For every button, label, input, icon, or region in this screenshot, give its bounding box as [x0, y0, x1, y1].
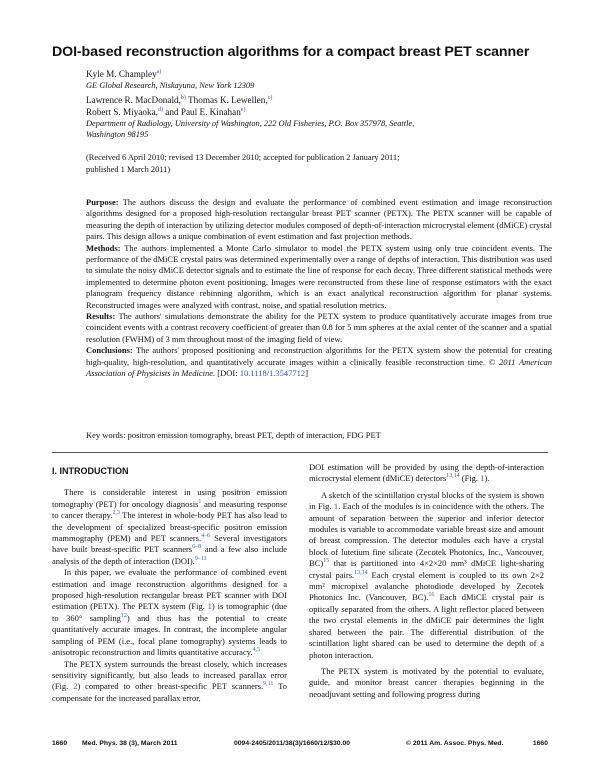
keywords — [86, 430, 556, 440]
intro-paragraph-1 — [52, 487, 287, 567]
abstract-conclusions-text: The authors' proposed positioning and reconstruction algorithms for the PETX system show the potential for creating high-quality, high-resolution, and quantitatively accurate images within a clinically feasible reconstruction time. — [86, 345, 552, 367]
text-run: In this paper, we evaluate the performance of combined event estimation and image reconstruction algorithms designed for a proposed high-resolution rectangular breast PET scanner with DOI estimation (PETX). The PETX system (Fig. — [52, 567, 287, 612]
abstract-methods — [86, 243, 552, 311]
right-paragraph-1 — [309, 462, 544, 485]
author-footnote-ref[interactable]: a) — [156, 68, 162, 75]
text-run: Each dMiCE crystal pair is optically separated from the others. A light reflector placed between the two crystal elements in the dMiCE pair determines the light shared between the pair. The differential distribution of the scintillation light shared can be used to determine the depth of a photon interaction. — [309, 592, 545, 660]
abstract-results-label: Results: — [86, 311, 116, 322]
author-line-3 — [86, 106, 556, 118]
doi-prefix: [DOI: — [217, 368, 238, 379]
abstract — [86, 197, 552, 380]
left-column — [52, 466, 287, 704]
text-run: and a few also include analysis of the depth of interaction (DOI). — [52, 544, 287, 566]
doi-link[interactable]: 10.1118/1.3547712 — [239, 368, 306, 379]
text-run: ) is tomographic (due to 360° sampling — [52, 601, 287, 623]
citation-ref[interactable]: 4,5 — [252, 647, 261, 654]
citation-ref[interactable]: 9,11 — [263, 681, 274, 688]
abstract-methods-text: The authors implemented a Monte Carlo simulator to model the PETX system using only true coincident events. The performance of the dMiCE crystal pairs was determined experimentally over a range of depths of interaction. This distribution was used to simulate the noisy dMiCE detector signals and to estimate the line of response for each decay. Three different statistical methods were implemented to determine photon event positioning. Images were reconstructed from these line of response estimators with the exact planogram frequency distance rebinning algorithm, which is an exact analytical reconstruction algorithm for planar systems. Reconstructed images were analyzed with contrast, noise, and spatial resolution metrics. — [86, 242, 552, 310]
citation-ref[interactable]: 13,14 — [446, 473, 460, 480]
text-run: To compensate for the increased parallax error, — [52, 681, 287, 703]
abstract-purpose — [86, 197, 552, 243]
footer-issn: 0094-2405/2011/38(3)/1660/12/$30.00 — [234, 740, 351, 747]
text-run: There is considerable interest in using positron emission tomography (PET) for oncology diagnosis — [52, 487, 287, 509]
footer-journal: Med. Phys. 38 (3), March 2011 — [82, 740, 178, 747]
text-run: The PETX system surrounds the breast closely, which increases sensitivity significantly, but also leads to increased parallax error (Fig. — [52, 658, 287, 692]
text-run: ) and thus has the potential to create quantitatively accurate images. In contrast, the incomplete angular sampling of PEM (i.e., focal plane tomography) systems leads to anisotropic reconstruction and limits quantitative accuracy. — [52, 612, 287, 658]
author-line-2 — [86, 94, 556, 106]
keywords-text: positron emission tomography, breast PET, depth of interaction, FDG PET — [127, 430, 381, 440]
text-run: Several investigators have built breast-specific PET scanners — [52, 533, 287, 555]
received-dates — [86, 152, 556, 175]
abstract-methods-label: Methods: — [86, 242, 121, 253]
text-run: . Each of the modules is in coincidence with the others. The amount of separation between the superior and inferior detector modules is variable to accommodate variable breast size and amount of breast compression. The detector modules each have a crystal block of lutetium fine silicate (Zecotek Photonics, Inc., Vancouver, BC) — [309, 501, 544, 569]
section-heading: I. INTRODUCTION — [52, 466, 129, 476]
text-run: ). — [484, 473, 490, 484]
footer-copyright: © 2011 Am. Assoc. Phys. Med. — [406, 740, 504, 747]
citation-ref[interactable]: 13,14 — [354, 569, 368, 576]
text-run: A sketch of the scintillation crystal blocks of the system is shown in Fig. — [309, 489, 544, 512]
author-name: Kyle M. Champley — [86, 69, 157, 79]
intro-paragraph-2 — [52, 567, 287, 658]
right-column — [309, 462, 544, 700]
abstract-results-text: The authors' simulations demonstrate the ability for the PETX system to produce quantitatively accurate images from true coincident events with a contrast recovery coefficient of greater than 0.8 for 5 mm spheres at the axial center of the scanner and a spatial resolution (FWHM) of 3 mm throughout most of the imaging field of view. — [86, 311, 552, 344]
text-run: Each crystal element is coupled to its own 2×2 mm² micropixel avalanche photodiode developed by Zecotek Photonics Inc. (Vancouver, BC). — [309, 569, 544, 603]
citation-ref[interactable]: 15 — [323, 558, 330, 565]
author-name: and Paul E. Kinahan — [165, 107, 241, 117]
author-footnote-ref[interactable]: d) — [157, 106, 163, 113]
received-line-2: published 1 March 2011) — [86, 164, 171, 174]
affiliation-1: GE Global Research, Niskayuna, New York 12309 — [86, 81, 255, 90]
author-name: Thomas K. Lewellen, — [188, 95, 268, 105]
abstract-purpose-text: The authors discuss the design and evaluate the performance of combined event estimation and image reconstruction algorithms designed for a proposed high-resolution rectangular breast PET scanner (PETX). The PETX scanner will be capable of measuring the depth of interaction by utilizing detector modules composed of depth-of-interaction microcrystal element (dMiCE) crystal pairs. This design allows a unique combination of event estimation and fast projection methods. — [86, 197, 552, 242]
author-line-1 — [86, 68, 556, 80]
citation-ref[interactable]: 16 — [428, 592, 435, 599]
author-footnote-ref[interactable]: c) — [267, 94, 273, 101]
right-paragraph-2 — [309, 490, 544, 661]
text-run: ) compared to other breast-specific PET scanners. — [77, 681, 264, 692]
page-footer — [52, 740, 548, 754]
citation-ref[interactable]: 2,3 — [112, 510, 120, 517]
figure-ref[interactable]: 1 — [480, 473, 485, 484]
abstract-results — [86, 311, 552, 345]
author-footnote-ref[interactable]: e) — [240, 106, 246, 113]
text-run: that is partitioned into 4×2×20 mm³ dMiCE light-sharing crystal pairs. — [309, 558, 544, 580]
citation-ref[interactable]: 6–8 — [192, 544, 202, 551]
text-run: The interest in whole-body PET has also lead to the development of specialized breast-specific positron emission mammography (PEM) and PET scanners. — [52, 510, 287, 544]
figure-ref[interactable]: 1 — [333, 501, 339, 512]
citation-ref[interactable]: 1 — [198, 498, 202, 505]
intro-paragraph-3 — [52, 659, 287, 705]
abstract-conclusions-label: Conclusions: — [86, 345, 133, 356]
affiliation-2-line-1: Department of Radiology, University of Washington, 222 Old Fisheries, P.O. Box 357978, Seattle, — [86, 119, 415, 128]
abstract-conclusions — [86, 345, 552, 379]
author-footnote-ref[interactable]: b) — [180, 94, 186, 101]
text-run: DOI estimation will be provided by using the depth-of-interaction microcrystal element (dMiCE) detectors — [309, 462, 544, 484]
author-block-2 — [86, 94, 556, 140]
received-line-1: (Received 6 April 2010; revised 13 December 2010; accepted for publication 2 January 2011; — [86, 153, 400, 162]
section-divider — [52, 452, 548, 453]
citation-ref[interactable]: 9–11 — [194, 556, 207, 563]
abstract-copyright: © 2011 American Association of Physicists in Medicine. — [86, 356, 552, 379]
author-block-1 — [86, 68, 556, 91]
citation-ref[interactable]: 4–6 — [201, 533, 211, 540]
article-title: DOI-based reconstruction algorithms for a compact breast PET scanner — [52, 44, 530, 60]
keywords-label: Key words: — [86, 430, 126, 440]
citation-ref[interactable]: 12 — [120, 613, 127, 620]
figure-ref[interactable]: 1 — [207, 601, 212, 612]
affiliation-2-line-2: Washington 98195 — [86, 130, 149, 139]
figure-ref[interactable]: 2 — [73, 681, 78, 692]
text-run: (Fig. — [459, 473, 481, 484]
footer-page-left: 1660 — [52, 740, 68, 747]
author-name: Lawrence R. MacDonald, — [86, 95, 181, 105]
footer-page-right: 1660 — [532, 740, 548, 747]
doi-suffix: ] — [305, 368, 309, 379]
right-paragraph-3: The PETX system is motivated by the potential to evaluate, guide, and monitor breast cancer therapies beginning in the neoadjuvant setting and following progress during — [309, 665, 544, 699]
abstract-purpose-label: Purpose: — [86, 197, 119, 207]
text-run: and measuring response to cancer therapy. — [52, 498, 287, 521]
author-name: Robert S. Miyaoka, — [86, 107, 158, 117]
